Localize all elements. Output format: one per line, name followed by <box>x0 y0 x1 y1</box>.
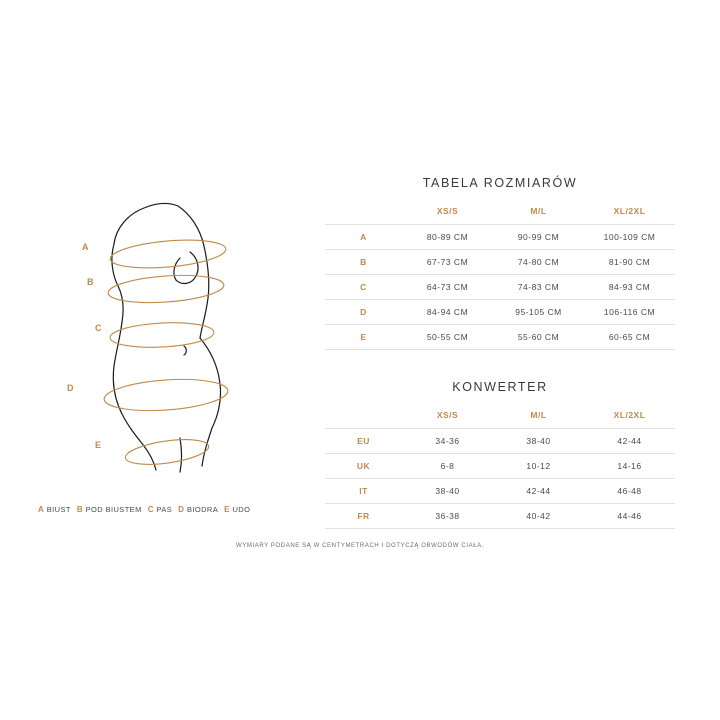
size-row-c-xl: 84-93 CM <box>584 275 675 300</box>
legend-key-a: A <box>38 505 44 514</box>
size-row-key-d: D <box>325 300 402 325</box>
converter-header-3: XL/2XL <box>584 410 675 429</box>
converter-row-key-fr: FR <box>325 504 402 529</box>
size-row-c-ml: 74-83 CM <box>493 275 584 300</box>
size-row-a-xs: 80-89 CM <box>402 225 493 250</box>
measure-label-d: D <box>67 383 74 393</box>
size-row-b-xl: 81-90 CM <box>584 250 675 275</box>
size-row-a-ml: 90-99 CM <box>493 225 584 250</box>
converter-row-key-eu: EU <box>325 429 402 454</box>
size-table-header-2: M/L <box>493 206 584 225</box>
converter-header-1: XS/S <box>402 410 493 429</box>
legend-text-e: UDO <box>232 505 251 514</box>
size-row-key-a: A <box>325 225 402 250</box>
legend-key-c: C <box>147 505 154 514</box>
body-illustration <box>40 170 290 480</box>
converter-header-0 <box>325 410 402 429</box>
table-spacer <box>325 350 675 380</box>
converter-it-xs: 38-40 <box>402 479 493 504</box>
measure-label-c: C <box>95 323 102 333</box>
table-row <box>325 504 675 529</box>
converter-eu-xs: 34-36 <box>402 429 493 454</box>
legend-key-d: D <box>178 505 184 514</box>
legend-text-b: POD BIUSTEM <box>85 505 142 514</box>
size-row-key-e: E <box>325 325 402 350</box>
table-row <box>325 429 675 454</box>
size-table-header-1: XS/S <box>402 206 493 225</box>
size-row-b-xs: 67-73 CM <box>402 250 493 275</box>
tables-area <box>325 176 675 529</box>
measure-label-b: B <box>87 277 94 287</box>
size-row-e-ml: 55-60 CM <box>493 325 584 350</box>
legend-key-b: B <box>76 505 83 514</box>
size-row-c-xs: 64-73 CM <box>402 275 493 300</box>
legend-item-d <box>178 505 218 514</box>
legend <box>38 505 288 514</box>
legend-item-c <box>148 505 172 514</box>
legend-text-d: BIODRA <box>186 505 219 514</box>
measure-label-a: A <box>82 242 89 252</box>
converter-eu-xl: 42-44 <box>584 429 675 454</box>
converter-row-key-it: IT <box>325 479 402 504</box>
size-row-e-xs: 50-55 CM <box>402 325 493 350</box>
table-row <box>325 225 675 250</box>
table-row <box>325 250 675 275</box>
converter-header-2: M/L <box>493 410 584 429</box>
table-row <box>325 479 675 504</box>
converter-row-key-uk: UK <box>325 454 402 479</box>
converter-eu-ml: 38-40 <box>493 429 584 454</box>
size-table-header-0 <box>325 206 402 225</box>
table-row <box>325 325 675 350</box>
legend-item-a <box>38 505 71 514</box>
legend-key-e: E <box>224 505 230 514</box>
converter-title: KONWERTER <box>452 380 548 394</box>
table-row <box>325 454 675 479</box>
size-row-d-xs: 84-94 CM <box>402 300 493 325</box>
size-table <box>325 206 675 350</box>
size-row-key-b: B <box>325 250 402 275</box>
converter-table <box>325 410 675 529</box>
converter-uk-ml: 10-12 <box>493 454 584 479</box>
converter-it-xl: 46-48 <box>584 479 675 504</box>
size-row-d-ml: 95-105 CM <box>493 300 584 325</box>
size-row-b-ml: 74-80 CM <box>493 250 584 275</box>
table-row <box>325 275 675 300</box>
legend-item-e <box>224 505 250 514</box>
converter-uk-xl: 14-16 <box>584 454 675 479</box>
size-table-header-3: XL/2XL <box>584 206 675 225</box>
legend-text-a: BIUST <box>46 505 71 514</box>
size-row-key-c: C <box>325 275 402 300</box>
legend-item-b <box>77 505 142 514</box>
converter-fr-xs: 36-38 <box>402 504 493 529</box>
converter-uk-xs: 6-8 <box>402 454 493 479</box>
size-row-a-xl: 100-109 CM <box>584 225 675 250</box>
converter-fr-xl: 44-46 <box>584 504 675 529</box>
table-row <box>325 300 675 325</box>
converter-fr-ml: 40-42 <box>493 504 584 529</box>
size-row-e-xl: 60-65 CM <box>584 325 675 350</box>
legend-text-c: PAS <box>156 505 173 514</box>
size-table-title: TABELA ROZMIARÓW <box>422 176 578 190</box>
converter-header-row <box>325 410 675 429</box>
converter-it-ml: 42-44 <box>493 479 584 504</box>
footnote: WYMIARY PODANE SĄ W CENTYMETRACH I DOTYCZĄ OBWODÓW CIAŁA. <box>236 543 484 549</box>
size-table-header-row <box>325 206 675 225</box>
size-row-d-xl: 106-116 CM <box>584 300 675 325</box>
measure-label-e: E <box>95 440 102 450</box>
